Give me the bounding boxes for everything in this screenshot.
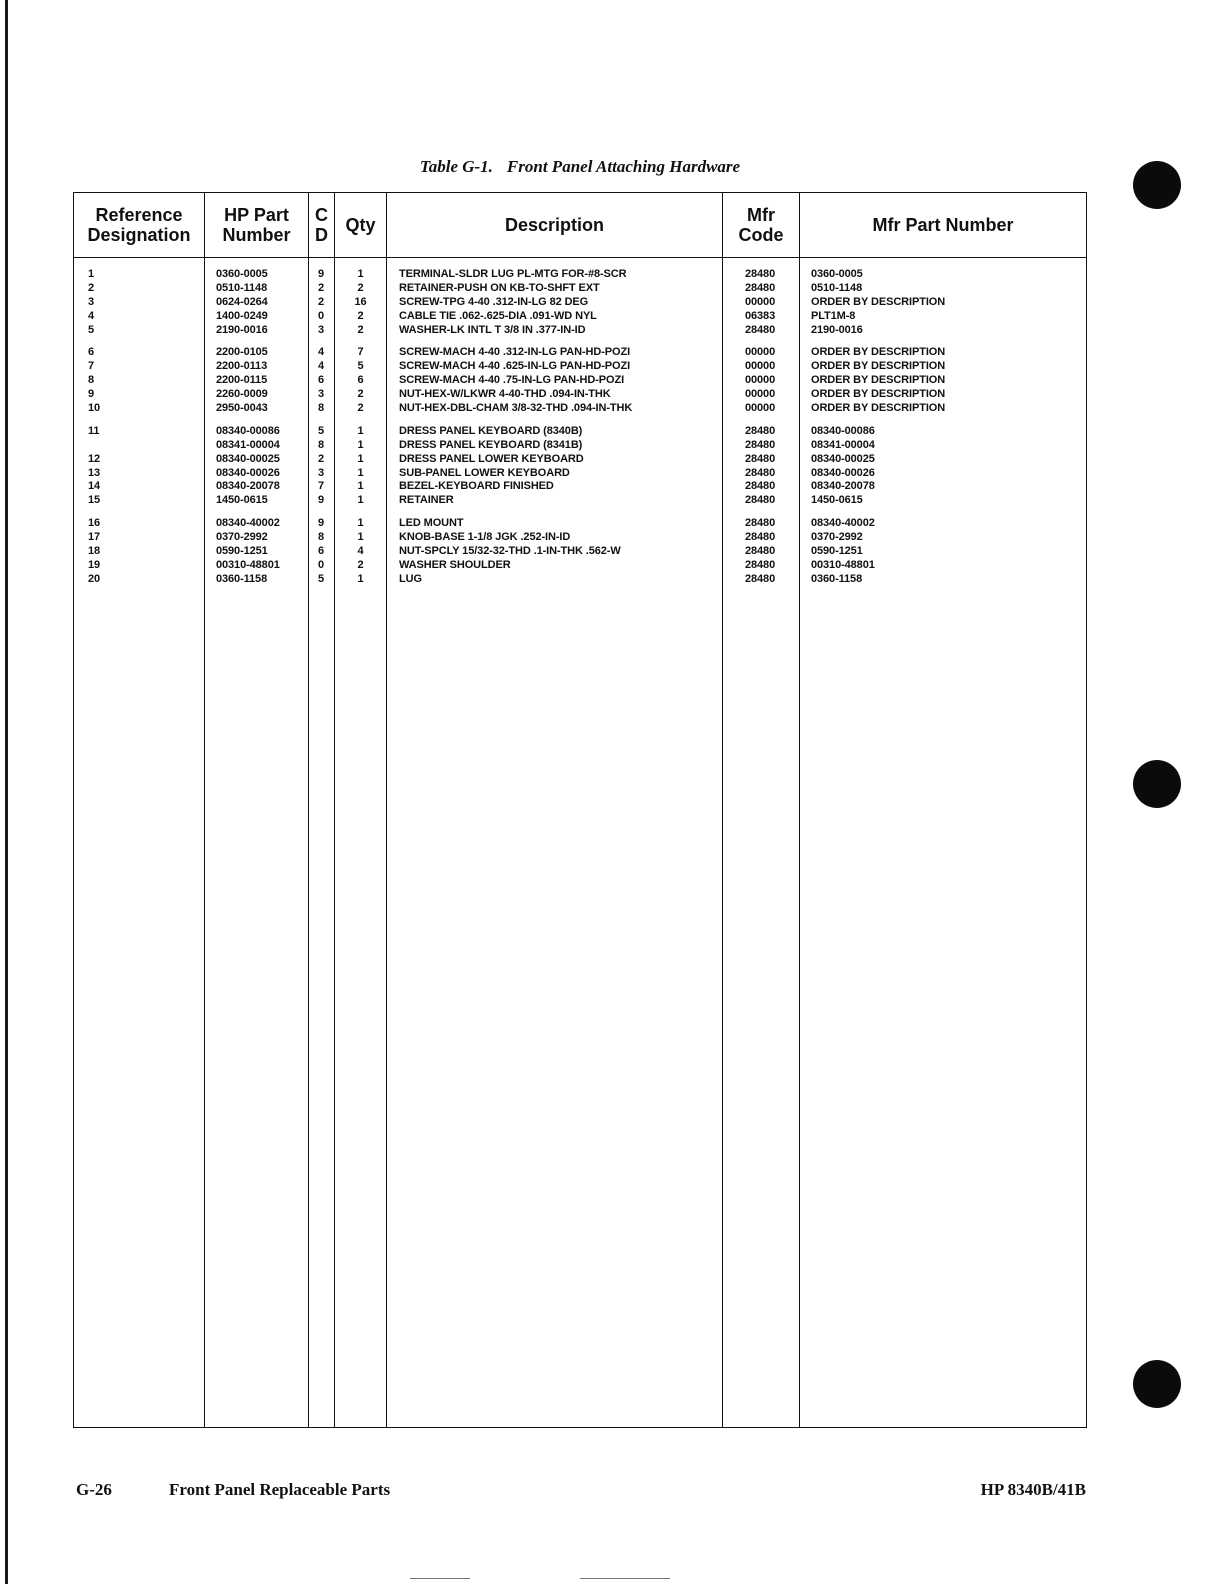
page-edge-rule [5,0,8,1584]
cell-code: 28480 [745,545,776,558]
header-reference-designation: Reference Designation [74,193,205,258]
cell-mpn: 08340-00086 [811,424,875,437]
table-body [74,258,1087,1428]
cell-mpn: 08340-20078 [811,480,875,493]
column-check-digit [309,258,335,1428]
cell-cd: 9 [318,517,325,530]
cell-hp: 08341-00004 [216,438,280,451]
cell-desc: BEZEL-KEYBOARD FINISHED [399,480,554,493]
cell-mpn: ORDER BY DESCRIPTION [811,360,946,373]
cell-desc: SCREW-TPG 4-40 .312-IN-LG 82 DEG [399,295,589,308]
cell-hp: 08340-00026 [216,466,280,479]
cell-desc: CABLE TIE .062-.625-DIA .091-WD NYL [399,309,597,322]
cell-desc: WASHER-LK INTL T 3/8 IN .377-IN-ID [399,323,586,336]
cell-hp: 2200-0115 [216,374,268,387]
table-title [0,157,1160,177]
cell-qty: 2 [357,388,364,401]
cell-hp: 0590-1251 [216,545,268,558]
cell-code: 28480 [745,281,776,294]
cell-hp: 0360-0005 [216,268,268,280]
cell-ref: 10 [88,402,101,415]
column-hp-part-number [205,258,309,1428]
cell-hp: 08340-40002 [216,517,280,530]
table-title-text: Front Panel Attaching Hardware [506,157,741,176]
cell-code: 28480 [745,531,776,544]
cell-desc: TERMINAL-SLDR LUG PL-MTG FOR-#8-SCR [399,268,627,280]
cell-qty: 1 [357,466,364,479]
cell-code: 00000 [745,346,776,359]
cell-hp: 2950-0043 [216,402,268,415]
cell-ref: 2 [88,281,95,294]
cell-desc: RETAINER-PUSH ON KB-TO-SHFT EXT [399,281,600,294]
cell-ref: 12 [88,452,101,465]
cell-hp: 0360-1158 [216,572,268,585]
cell-ref: 18 [88,545,101,558]
cell-desc: WASHER SHOULDER [399,558,511,571]
cell-mpn: 00310-48801 [811,558,875,571]
cell-mpn: 0510-1148 [811,281,863,294]
column-mfr-code [723,258,800,1428]
cell-cd: 8 [318,531,325,544]
cell-hp: 0624-0264 [216,295,268,308]
cell-hp: 08340-20078 [216,480,280,493]
table-title-label: Table G-1. [419,157,493,176]
header-mfr-code: Mfr Code [723,193,800,258]
cell-ref: 15 [88,494,101,507]
cell-code: 28480 [745,572,776,585]
cell-code: 28480 [745,517,776,530]
cell-qty: 1 [357,517,364,530]
cell-cd: 6 [318,545,325,558]
footer-page-number: G-26 [76,1480,112,1499]
cell-cd: 5 [318,424,325,437]
cell-desc: SCREW-MACH 4-40 .312-IN-LG PAN-HD-POZI [399,346,631,359]
cell-ref: 11 [88,424,100,437]
cell-hp: 00310-48801 [216,558,280,571]
cell-desc: KNOB-BASE 1-1/8 JGK .252-IN-ID [399,531,571,544]
cell-code: 06383 [745,309,776,322]
cell-qty: 1 [357,424,364,437]
cell-ref: 4 [88,309,95,322]
cell-hp: 0510-1148 [216,281,268,294]
cell-desc: LUG [399,572,422,585]
cell-hp: 1400-0249 [216,309,268,322]
cell-hp: 08340-00025 [216,452,280,465]
cell-ref: 3 [88,295,95,308]
column-mfr-part-number [800,258,1087,1428]
cell-qty: 1 [357,480,364,493]
cell-cd: 2 [318,295,325,308]
cell-cd: 2 [318,281,325,294]
cell-qty: 1 [357,268,364,280]
cell-desc: DRESS PANEL LOWER KEYBOARD [399,452,584,465]
cell-hp: 1450-0615 [216,494,268,507]
cell-cd: 8 [318,402,325,415]
binder-hole-bottom [1133,1360,1181,1408]
cell-mpn: 0360-1158 [811,572,863,585]
cell-cd: 2 [318,452,325,465]
cell-mpn: 08340-00025 [811,452,875,465]
cell-desc: SUB-PANEL LOWER KEYBOARD [399,466,570,479]
cell-mpn: ORDER BY DESCRIPTION [811,295,946,308]
cell-code: 28480 [745,323,776,336]
cell-mpn: 2190-0016 [811,323,863,336]
cell-cd: 9 [318,494,325,507]
cell-qty: 1 [357,438,364,451]
cell-cd: 4 [318,346,325,359]
cell-hp: 08340-00086 [216,424,280,437]
column-description [387,258,723,1428]
cell-qty: 1 [357,494,364,507]
cell-ref: 1 [88,268,95,280]
footer-section-title: Front Panel Replaceable Parts [169,1480,391,1499]
cell-code: 28480 [745,494,776,507]
header-description: Description [387,193,723,258]
cell-cd: 4 [318,360,325,373]
cell-code: 28480 [745,268,776,280]
cell-code: 28480 [745,558,776,571]
cell-ref: 17 [88,531,101,544]
cell-mpn: ORDER BY DESCRIPTION [811,346,946,359]
cell-ref [74,439,204,453]
cell-qty: 2 [357,323,364,336]
cell-ref: 16 [88,517,101,530]
header-check-digit: C D [309,193,335,258]
cell-qty: 2 [357,402,364,415]
cell-ref: 14 [88,480,101,493]
cell-mpn: PLT1M-8 [811,309,856,322]
cell-qty: 2 [357,309,364,322]
cell-qty: 1 [357,531,364,544]
cell-qty: 1 [357,572,364,585]
cell-qty: 4 [357,545,364,558]
cell-desc: SCREW-MACH 4-40 .625-IN-LG PAN-HD-POZI [399,360,631,373]
cell-cd: 8 [318,438,325,451]
cell-ref: 5 [88,323,95,336]
cell-mpn: 0590-1251 [811,545,863,558]
cell-code: 00000 [745,360,776,373]
cell-mpn: 08340-40002 [811,517,875,530]
binder-hole-middle [1133,760,1181,808]
cell-code: 28480 [745,438,776,451]
column-qty [335,258,387,1428]
cell-desc: NUT-HEX-DBL-CHAM 3/8-32-THD .094-IN-THK [399,402,633,415]
cell-mpn: 0360-0005 [811,268,863,280]
cell-desc: DRESS PANEL KEYBOARD (8341B) [399,438,583,451]
cell-mpn: 08341-00004 [811,438,875,451]
cell-mpn: ORDER BY DESCRIPTION [811,388,946,401]
scan-mark [410,1578,470,1579]
cell-mpn: ORDER BY DESCRIPTION [811,402,946,415]
cell-hp: 2190-0016 [216,323,268,336]
cell-qty: 2 [357,558,364,571]
cell-mpn: 1450-0615 [811,494,863,507]
cell-cd: 9 [318,268,325,280]
cell-qty: 5 [357,360,364,373]
cell-ref: 13 [88,466,101,479]
cell-hp: 2260-0009 [216,388,268,401]
cell-desc: NUT-SPCLY 15/32-32-THD .1-IN-THK .562-W [399,545,621,558]
cell-cd: 3 [318,323,325,336]
cell-desc: NUT-HEX-W/LKWR 4-40-THD .094-IN-THK [399,388,611,401]
cell-mpn: 08340-00026 [811,466,875,479]
cell-cd: 3 [318,466,325,479]
header-hp-part-number: HP Part Number [205,193,309,258]
cell-cd: 0 [318,309,325,322]
cell-cd: 7 [318,480,325,493]
cell-hp: 2200-0113 [216,360,268,373]
scan-mark [580,1578,670,1579]
cell-ref: 6 [88,346,95,359]
cell-desc: SCREW-MACH 4-40 .75-IN-LG PAN-HD-POZI [399,374,625,387]
cell-hp: 0370-2992 [216,531,268,544]
cell-mpn: ORDER BY DESCRIPTION [811,374,946,387]
cell-code: 28480 [745,424,776,437]
cell-code: 00000 [745,388,776,401]
cell-ref: 7 [88,360,95,373]
parts-table [73,192,1087,1428]
cell-ref: 20 [88,572,101,585]
cell-cd: 5 [318,572,325,585]
cell-code: 00000 [745,374,776,387]
cell-cd: 3 [318,388,325,401]
cell-code: 00000 [745,402,776,415]
cell-desc: RETAINER [399,494,454,507]
cell-qty: 16 [354,295,367,308]
cell-code: 28480 [745,466,776,479]
cell-code: 28480 [745,452,776,465]
column-reference-designation [74,258,205,1428]
cell-code: 28480 [745,480,776,493]
cell-ref: 19 [88,558,101,571]
header-qty: Qty [335,193,387,258]
cell-qty: 1 [357,452,364,465]
cell-desc: LED MOUNT [399,517,464,530]
cell-cd: 0 [318,558,325,571]
cell-code: 00000 [745,295,776,308]
footer-model: HP 8340B/41B [980,1480,1086,1499]
cell-hp: 2200-0105 [216,346,268,359]
cell-qty: 6 [357,374,364,387]
cell-qty: 2 [357,281,364,294]
header-mfr-part-number: Mfr Part Number [800,193,1087,258]
cell-qty: 7 [357,346,364,359]
cell-desc: DRESS PANEL KEYBOARD (8340B) [399,424,583,437]
header-row [74,193,1087,258]
cell-cd: 6 [318,374,325,387]
cell-ref: 8 [88,374,95,387]
cell-mpn: 0370-2992 [811,531,863,544]
cell-ref: 9 [88,388,95,401]
